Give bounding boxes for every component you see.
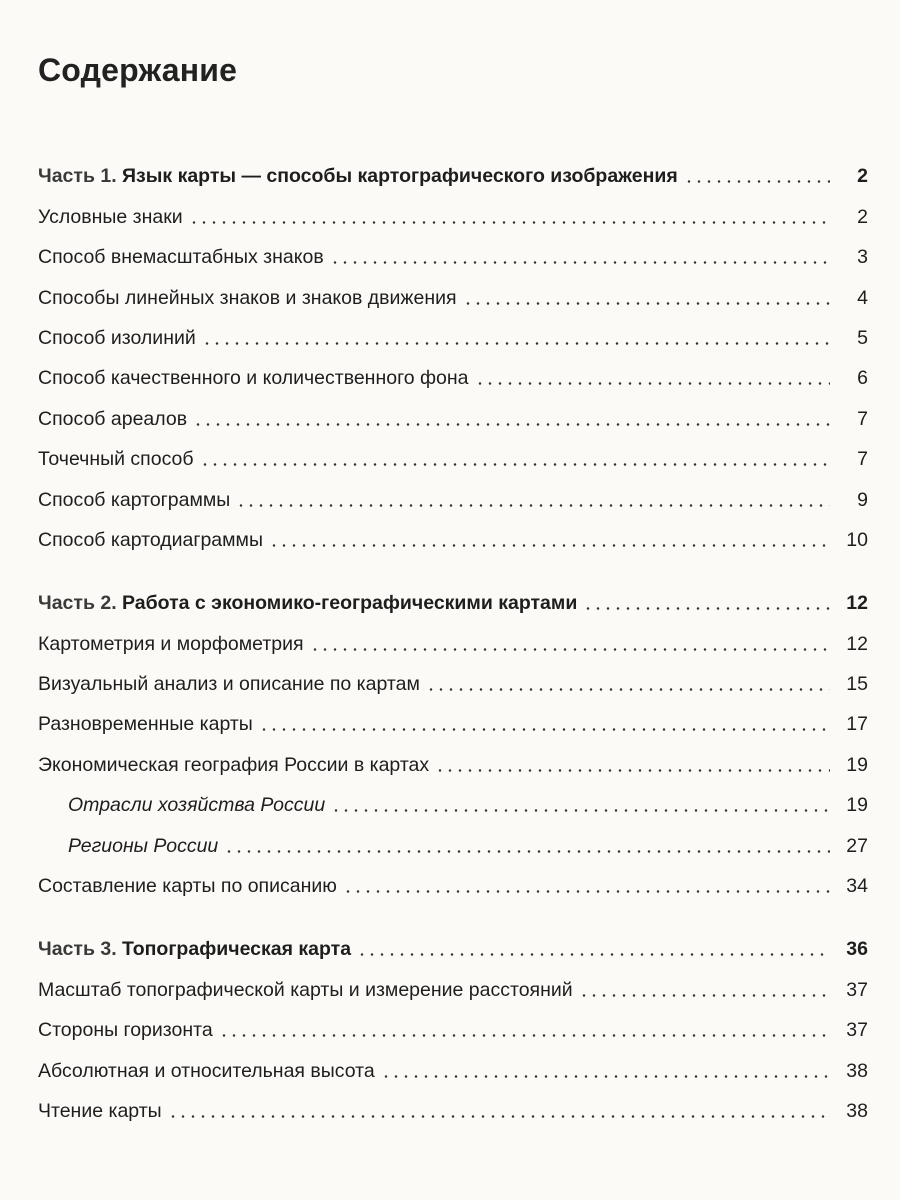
dot-leader (202, 342, 830, 345)
dot-leader (224, 850, 830, 853)
dot-leader (310, 648, 830, 651)
page-number: 7 (857, 448, 868, 471)
toc-entry[interactable] (38, 229, 868, 269)
table-of-contents (38, 148, 868, 1123)
entry-label: Экономическая география России в картах (38, 753, 430, 776)
dot-leader (381, 1075, 830, 1078)
entry-label: Способ качественного и количественного фона (38, 367, 469, 390)
entry-label: Отрасли хозяйства России (68, 794, 326, 817)
entry-label: Разновременные карты (38, 713, 253, 736)
page-number: 10 (846, 528, 868, 551)
dot-leader (426, 688, 830, 691)
page-number: 2 (857, 205, 868, 228)
page-number: 9 (857, 488, 868, 511)
entry-label: Способы линейных знаков и знаков движения (38, 286, 457, 309)
toc-part-3[interactable] (38, 921, 868, 961)
page-number: 7 (857, 407, 868, 430)
dot-leader (193, 423, 830, 426)
toc-entry[interactable] (38, 1042, 868, 1082)
toc-entry[interactable] (38, 512, 868, 552)
page-number: 37 (846, 1019, 868, 1042)
page-number: 6 (857, 367, 868, 390)
page-number: 38 (846, 1059, 868, 1082)
page-number: 27 (846, 834, 868, 857)
entry-label: Чтение карты (38, 1099, 162, 1122)
page-number: 5 (857, 326, 868, 349)
entry-label: Составление карты по описанию (38, 875, 337, 898)
page-number: 3 (857, 246, 868, 269)
entry-label: Стороны горизонта (38, 1019, 213, 1042)
dot-leader (219, 1034, 830, 1037)
toc-entry[interactable] (38, 696, 868, 736)
toc-entry[interactable] (38, 310, 868, 350)
section-gap (38, 898, 868, 921)
part-heading: Язык карты — способы картографического изображения (122, 165, 678, 188)
toc-entry[interactable] (38, 471, 868, 511)
entry-label: Способ картограммы (38, 488, 231, 511)
toc-entry[interactable] (38, 188, 868, 228)
entry-label: Точечный способ (38, 448, 194, 471)
part-prefix: Часть 1. (38, 165, 117, 188)
section-gap (38, 552, 868, 575)
page-number: 37 (846, 978, 868, 1001)
dot-leader (168, 1115, 830, 1118)
toc-entry[interactable] (38, 1083, 868, 1123)
dot-leader (343, 890, 830, 893)
entry-label: Картометрия и морфометрия (38, 632, 304, 655)
page-number: 34 (846, 875, 868, 898)
toc-entry[interactable] (38, 1002, 868, 1042)
page-number: 19 (846, 794, 868, 817)
page-number: 12 (846, 632, 868, 655)
toc-entry[interactable] (38, 431, 868, 471)
page-number: 12 (846, 592, 868, 615)
entry-label: Масштаб топографической карты и измерение расстояний (38, 978, 573, 1001)
page-title: Содержание (38, 52, 238, 88)
dot-leader (583, 607, 830, 610)
dot-leader (189, 221, 830, 224)
toc-entry[interactable] (38, 350, 868, 390)
dot-leader (259, 728, 830, 731)
toc-part-2[interactable] (38, 575, 868, 615)
part-heading: Работа с экономико-географическими картами (122, 592, 578, 615)
toc-entry[interactable] (38, 961, 868, 1001)
part-prefix: Часть 2. (38, 592, 117, 615)
page-number: 38 (846, 1099, 868, 1122)
dot-leader (357, 953, 830, 956)
toc-entry[interactable] (38, 615, 868, 655)
toc-entry[interactable] (38, 736, 868, 776)
page-number: 17 (846, 713, 868, 736)
entry-label: Способ ареалов (38, 407, 188, 430)
dot-leader (200, 463, 830, 466)
toc-entry[interactable] (38, 390, 868, 430)
dot-leader (236, 504, 830, 507)
page-number: 19 (846, 753, 868, 776)
toc-part-1[interactable] (38, 148, 868, 188)
entry-label: Визуальный анализ и описание по картам (38, 673, 420, 696)
toc-entry[interactable] (38, 269, 868, 309)
entry-label: Способ внемасштабных знаков (38, 246, 324, 269)
dot-leader (684, 180, 830, 183)
part-heading: Топографическая карта (122, 938, 352, 961)
dot-leader (475, 382, 830, 385)
dot-leader (463, 302, 830, 305)
page-number: 36 (846, 938, 868, 961)
toc-entry[interactable] (38, 656, 868, 696)
toc-entry[interactable] (38, 858, 868, 898)
entry-label: Способ картодиаграммы (38, 528, 263, 551)
dot-leader (269, 544, 830, 547)
page-number: 4 (857, 286, 868, 309)
page-number: 15 (846, 673, 868, 696)
entry-label: Регионы России (68, 834, 219, 857)
toc-subentry[interactable] (38, 777, 868, 817)
entry-label: Способ изолиний (38, 326, 196, 349)
dot-leader (330, 261, 830, 264)
part-prefix: Часть 3. (38, 938, 117, 961)
dot-leader (435, 769, 830, 772)
dot-leader (331, 809, 830, 812)
entry-label: Условные знаки (38, 205, 183, 228)
dot-leader (579, 994, 830, 997)
page-number: 2 (857, 165, 868, 188)
toc-subentry[interactable] (38, 817, 868, 857)
entry-label: Абсолютная и относительная высота (38, 1059, 375, 1082)
